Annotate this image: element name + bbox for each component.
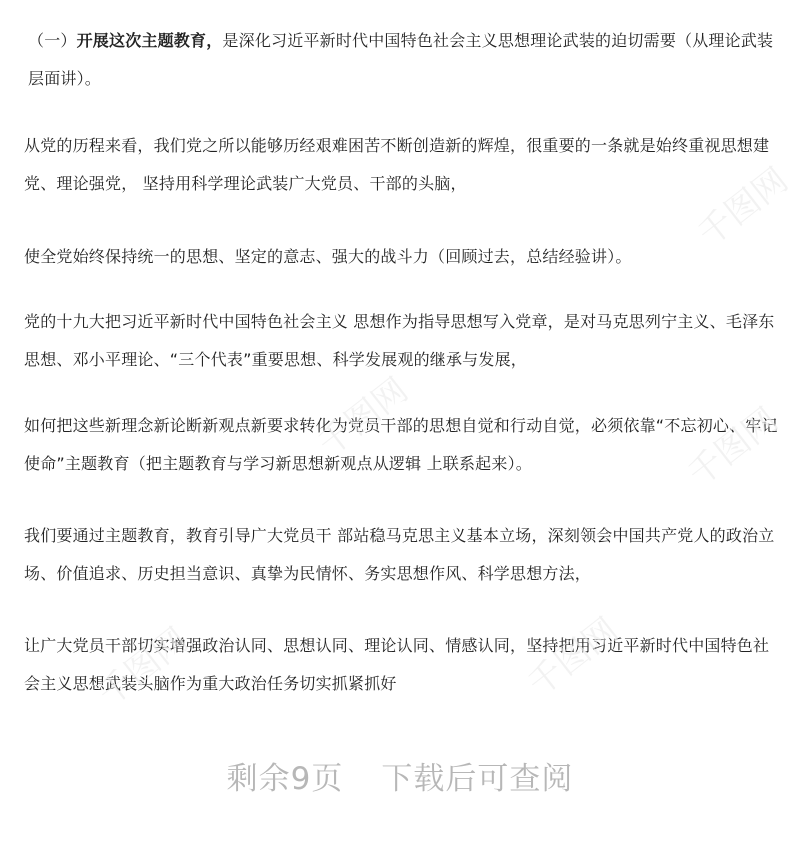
remaining-pages-label: 剩余9页 bbox=[226, 761, 344, 797]
paragraph-1-text: 是深化习近平新时代中国特色社会主义思想理论武装的迫切需要（从理论武装层面讲）。 bbox=[28, 31, 774, 88]
paragraph-6: 我们要通过主题教育，教育引导广大党员干 部站稳马克思主义基本立场，深刻领会中国共产党人的政治立场、价值追求、历史担当意识、真挚为民情怀、务实思想作风、科学思想方法， bbox=[24, 526, 775, 583]
paragraph-1 bbox=[28, 22, 786, 98]
watermark: 千图网 bbox=[520, 610, 626, 705]
watermark: 千图网 bbox=[90, 620, 196, 715]
paragraph-1-bold-heading: 开展这次主题教育， bbox=[76, 31, 223, 50]
paragraph-5: 如何把这些新理念新论断新观点新要求转化为党员干部的思想自觉和行动自觉，必须依靠“不忘初心、牢记使命”主题教育（把主题教育与学习新思想新观点从逻辑 上联系起来）。 bbox=[24, 416, 778, 473]
watermark: 千图网 bbox=[690, 160, 796, 255]
paragraph-3: 使全党始终保持统一的思想、坚定的意志、强大的战斗力（回顾过去，总结经验讲）。 bbox=[24, 247, 632, 266]
download-to-view-label: 下载后可查阅 bbox=[381, 761, 574, 797]
paragraph-7: 让广大党员干部切实增强政治认同、思想认同、理论认同、情感认同，坚持把用习近平新时代中国特色社会主义思想武装头脑作为重大政治任务切实抓紧抓好 bbox=[24, 636, 770, 693]
paragraph-1-prefix: （一） bbox=[28, 31, 77, 50]
paragraph-2: 从党的历程来看，我们党之所以能够历经艰难困苦不断创造新的辉煌，很重要的一条就是始终重视思想建党、理论强党， 坚持用科学理论武装广大党员、干部的头脑， bbox=[24, 136, 770, 193]
paragraph-4: 党的十九大把习近平新时代中国特色社会主义 思想作为指导思想写入党章，是对马克思列宁主义、毛泽东思想、邓小平理论、“三个代表”重要思想、科学发展观的继承与发展， bbox=[24, 312, 775, 369]
download-prompt[interactable] bbox=[0, 753, 800, 798]
watermark: 千图网 bbox=[680, 400, 786, 495]
watermark: 千图网 bbox=[310, 370, 416, 465]
